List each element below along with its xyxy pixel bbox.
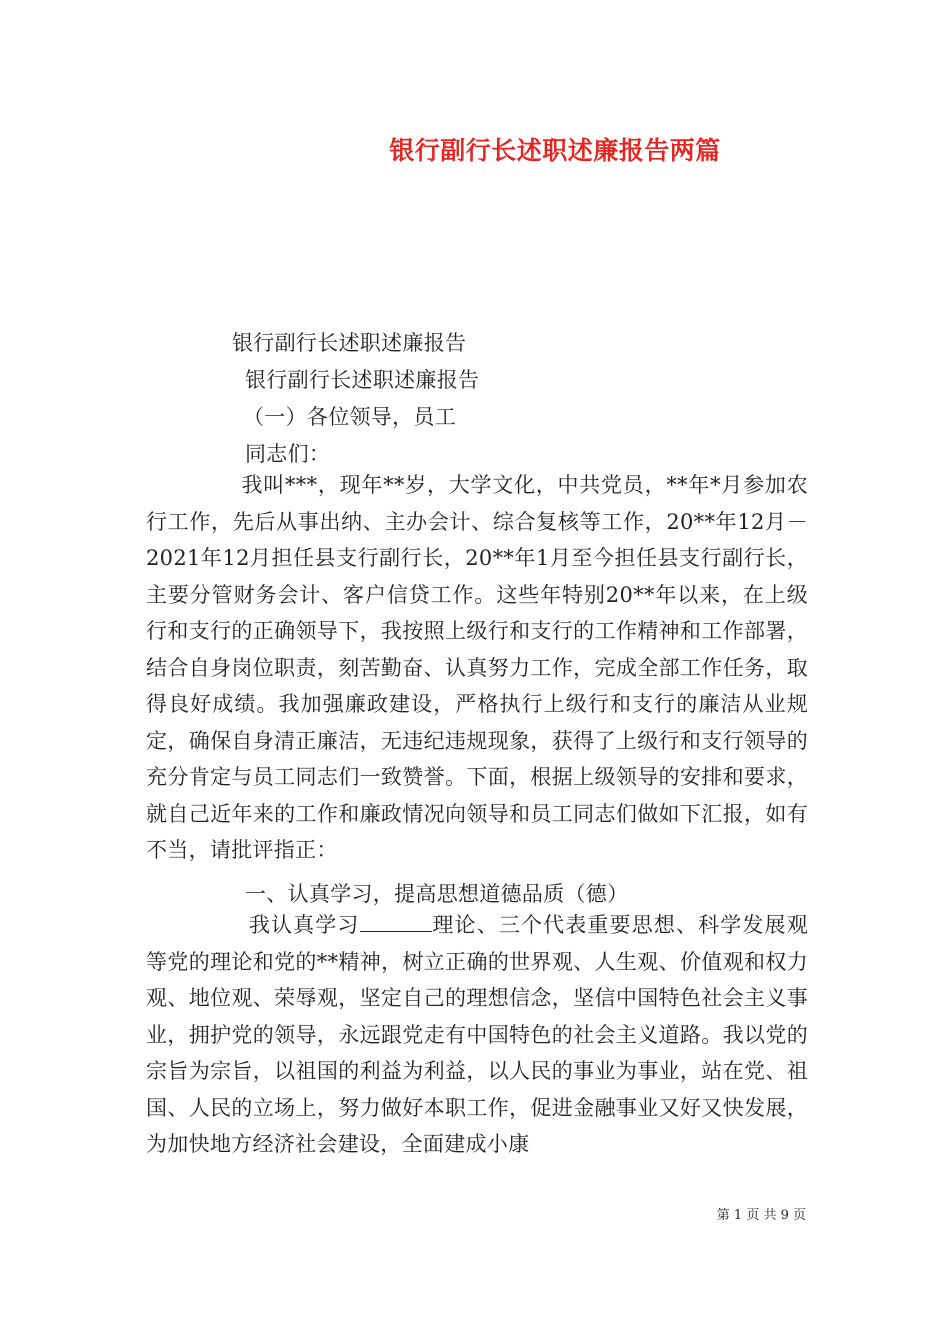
- greeting-line: 同志们：: [245, 442, 331, 466]
- heading-line-1: 银行副行长述职述廉报告: [232, 331, 467, 355]
- body-paragraph-2: [146, 907, 808, 1163]
- blank-underline: [360, 913, 432, 932]
- page-footer: 第 1 页 共 9 页: [716, 1208, 806, 1223]
- section-heading-1: 一、认真学习，提高思想道德品质（德）: [245, 882, 629, 906]
- paragraph-2-text: 理论、三个代表重要思想、科学发展观等党的理论和党的**精神，树立正确的世界观、人生观、价值观和权力观、地位观、荣辱观，坚定自己的理想信念，坚信中国特色社会主义事业，拥护党的领导，永远跟党走有中国特色的社会主义道路。我以党的宗旨为宗旨，以祖国的利益为利益，以人民的事业为事业，站在党、祖国、人民的立场上，努力做好本职工作，促进金融事业又好又快发展，为加快地方经济社会建设，全面建成小康: [146, 913, 808, 1156]
- heading-line-2: 银行副行长述职述廉报告: [245, 368, 480, 392]
- document-title: 银行副行长述职述廉报告两篇: [389, 136, 721, 165]
- subheading-line: （一）各位领导，员工: [243, 405, 456, 429]
- paragraph-2-lead: 我认真学习: [248, 913, 360, 937]
- paragraph-1-text: 我叫***，现年**岁，大学文化，中共党员，**年*月参加农行工作，先后从事出纳、主办会计、综合复核等工作，20**年12月－2021年12月担任县支行副行长，20**年1月至今担任县支行副行长，主要分管财务会计、客户信贷工作。这些年特别20**年以来，在上级行和支行的正确领导下，我按照上级行和支行的工作精神和工作部署，结合自身岗位职责，刻苦勤奋、认真努力工作，完成全部工作任务，取得良好成绩。我加强廉政建设，严格执行上级行和支行的廉洁从业规定，确保自身清正廉洁，无违纪违规现象，获得了上级行和支行领导的充分肯定与员工同志们一致赞誉。下面，根据上级领导的安排和要求，就自己近年来的工作和廉政情况向领导和员工同志们做如下汇报，如有不当，请批评指正：: [146, 473, 808, 862]
- body-paragraph-1: [146, 467, 808, 869]
